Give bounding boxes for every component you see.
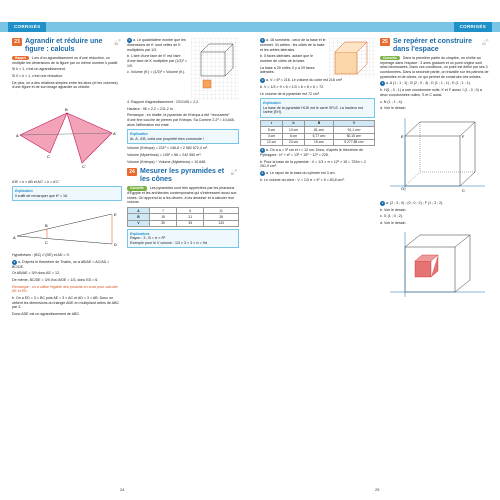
table-header-cell: V [334,120,375,126]
table-row [261,139,375,145]
table-cell: 50,15 cm³ [334,133,375,139]
explanation-box [12,186,122,201]
volume-kheops: Volume (Khéops) = 231³ × 146,8 ≈ 2 582 672,4 m³. [127,146,209,151]
table-cell: 24 cm [283,139,305,145]
section-number: 23 [12,38,22,46]
table-cell: 15 [149,214,176,220]
svg-text:B: B [65,107,68,113]
intro-text: Dans la première partie du chapitre, on s'initie au repérage dans l'espace : 3 axes gradués et un point origine sont ainsi nécessaires. Dans ces conditions, un point est défini par ses 3 coordonnées. Dans la seconde partie, on travaille sur les patrons de pyramides et de cônes, ce qui permet de construire ces solides. [380,56,489,79]
explanation-text: At. A', A'B, voilà une propriété bien commode ! [130,136,204,141]
intro-text-2: De plus, on a des relations simples entre les aires (et les volumes) d'une figure et de son image agrandie ou réduite. [12,80,118,90]
page-reference: → p. 62 [482,38,490,47]
table-header-cell: h [283,120,305,126]
intro-text: Les pyramides sont très appréciées par les pharaons d'Égypte et les architectes contemporains qui s'intéressent aussi aux cônes. On apprend ici à les décrire, à les dessiner et à calculer leur volume. [127,186,237,205]
cone-table [260,120,375,146]
conseils-badge: Conseils [380,56,400,60]
answer-2c-r: c. G (1 ; 0 ; 2). [380,214,403,219]
table-cell: 91,1 cm³ [334,127,375,133]
answer-3c: c. Volume (K') = (1/3)³ × Volume (K). [127,70,185,75]
svg-text:E: E [401,134,404,140]
right-column-1 [260,38,375,185]
left-column-1 [12,38,122,319]
table-cell: B [128,214,150,220]
table-cell: 6,77 cm² [305,133,334,139]
answer-3a: 3 a. V = 6³ = 216. Le volume du cube est 216 cm³. [261,78,343,82]
answer-a: 2 a. D'après le théorème de Thalès, on a AB/AE = AC/AD = BC/DE. [12,259,110,269]
hypotheses: Hypothèses : (BC) // (DE) et AD = 9. [12,253,70,257]
table-cell: 12 cm [261,139,283,145]
explanation-title: Explication [130,132,148,137]
answer-2c: La base a 29 côtés. Il y a 29 faces latérales. [260,65,315,75]
explanation-box-4 [260,98,375,118]
table-cell: 10 cm [283,127,305,133]
header-title: CORRIGÉS [8,22,46,32]
svg-text:A': A' [113,131,117,137]
answer-2b-r: b. Voir le dessin. [380,207,407,212]
table-cell: A [128,208,150,214]
table-cell: 7 [149,208,176,214]
explanation-title: Explication [263,101,281,106]
hauteur: Hauteur : 96 × 2,2 = 211,2 m. [127,106,174,111]
bullet-1: Si k > 1, c'est un agrandissement. [12,67,66,72]
table-cell: 35 [177,220,204,226]
page-reference: → p. 60 [230,168,238,177]
right-page [250,0,500,500]
answer-b: b. On a ED = 3 × BC puis AE = 3 × AC et AD = 3 × AB. Donc on obtient les dimensions du triangle ADE en multipliant celles de ABC par 3. [12,296,120,310]
thales-figure [12,206,122,248]
answer-3b: b. L'aire d'une face de K' est l'aire d'une face de K multipliée par (1/3)² = 1/9. [127,54,187,68]
explanation-text-2: Exemple pour le V volume : 1/3 × 3 × 3 × π = 9π [130,240,208,245]
header-title: CORRIGÉS [454,22,492,32]
section-title: Mesurer les pyramides et les cônes [140,168,225,183]
answer-2a: 2 a. 18 sommets : ceux de la base et le sommet. 34 arêtes : les côtés de la base et les arêtes latérales. [260,38,326,52]
table-cell: 5 [177,208,204,214]
space-frame-figure-2 [380,231,490,301]
page-number: 25 [375,486,380,492]
answer-2d-r: d. Voir le dessin. [380,221,407,226]
triangle-figure [12,95,122,175]
section-number: 24 [127,168,137,176]
rappel-block [12,56,122,65]
svg-text:F: F [462,134,465,140]
intro-text: Lors d'un agrandissement ou d'une réduction, on multiplie les dimensions de la figure par un même nombre k positif. [12,56,119,65]
answer-1d: d. Voir le dessin. [380,106,407,111]
answer-1c: c. N (1 ; 1 ; 4). [380,99,403,104]
table-cell: 3 cm [261,133,283,139]
volume-mykerinos: Volume (Mykérinos) = 105² × 66 = 242 550 m³. [127,152,202,157]
table-cell: 6 cm [283,133,305,139]
svg-text:C': C' [82,164,86,170]
answer-2b: b. 5 faces latérales, autant que le nombre de côtés de la base. [260,54,313,64]
figure-relation: A'B' = k × AB et AC' = k × A'C' [12,179,60,184]
answer-1a: 1 a. A (1 ; 1 ; 1) ; B (2 ; 0 ; 4) ; D (1 ; 1 ; 1) ; E (1 ; 1 ; 1). [381,81,471,86]
svg-text:A: A [16,133,19,139]
svg-text:C: C [45,240,48,246]
left-column-2 [127,38,239,250]
page-reference: → p. 58 [114,38,122,47]
rappel-badge: Rappel [12,56,29,60]
space-frame-figure-1 [380,116,490,196]
answer-a-3: De même, BC/DE = 3/9 d'où 8/DE = 1/3, donc ED = 6. [12,278,99,283]
volume-ratio: Volume (Khéops) ÷ Volume (Mykérinos) ≈ 10,648. [127,159,207,164]
explanation-box-3 [127,229,239,249]
section-heading-23 [12,38,122,53]
answer-1b: b. H(1 ; 0 ; 1) a une coordonnée nulle, K et F aussi. I (1 ; 0 ; 0) a deux coordonnées nulles, S et C aussi. [380,88,482,98]
answer-3c: Le volume de la pyramide est 72 cm³. [260,91,320,96]
table-header-cell: B [305,120,334,126]
table-cell: 11 [204,208,239,214]
svg-text:E: E [114,212,117,218]
conseils-block [380,56,490,79]
section-number: 25 [380,38,390,46]
page-number: 24 [120,486,125,492]
svg-text:A: A [13,235,16,241]
answer-6b: b. Le volume du cône : V = 1/3 π × 4² × 5 ≈ 83,8 cm³. [260,178,345,183]
remark-2: Remarque : en réalité, la pyramide de Khéops a été "recouverte" d'une fine couche de pierres par Khéops. Sa Comme 2,2³ = 10,648, alors l'affirmation est vraie. [127,113,235,127]
explanation-text: Il suffit de remarquer que k² = 16. [15,193,68,198]
answer-5b: b. Pour la base de la pyramide : V = 1/3 × π × 12² × 15 = 720π ≈ 2 261,9 cm³. [260,159,366,169]
svg-text:C: C [462,188,465,194]
table-cell: 5 cm [261,127,283,133]
pyramid-grid-figure [329,38,375,78]
section-title: Se repérer et construire dans l'espace [393,38,472,53]
table-cell: 143 [204,220,239,226]
table-cell: 28 [204,214,239,220]
table-cell: 35 [149,220,176,226]
answer-5a: 5 a. On a a = 3² cm et r = 12 cm. Donc, d'après le théorème de Pythagore : h² + a² = 13² + 15² − 12² = 225. [260,148,363,158]
answer-3b: b. V = 1/3 × 9 × 6 = 1/3 × 6 × 6 × 6 = 72. [260,85,325,89]
answer-3a: 3 a. Le quadrilatère montre que les dimensions de K' sont celles de K multipliées par 1/3. [127,38,186,52]
conseils-block [127,186,239,205]
question-number: 2 [13,259,16,264]
section-heading-24 [127,168,239,183]
answer-b-2: Donc ADE est un agrandissement de ABC. [12,312,81,317]
table-cell: 15 cm² [305,139,334,145]
explanation-box-2 [127,129,239,144]
answer-4: 4. Rapport d'agrandissement : 231/105 = 2,2. [127,100,200,104]
answer-a-2: Or AB/AE = 3/9 donc AE = 12. [12,271,60,276]
explanation-title: Explication [15,189,33,194]
values-table [127,207,239,227]
right-column-2 [380,38,490,305]
bullet-2: Si 0 < k < 1, c'est une réduction. [12,74,64,79]
svg-text:O: O [401,186,405,192]
table-cell: V [128,220,150,226]
explanation-title: Explications [130,231,150,236]
section-title: Agrandir et réduire une figure : calculs [25,38,103,53]
grid-cube-figure [191,38,239,100]
explanation-text: Rayon : 3 ; B = π × R² [130,236,166,241]
svg-text:B: B [45,223,48,229]
table-cell: 21 [177,214,204,220]
answer-6a: 6 a. Le rayon de la base du cylindre est 3 cm. [261,171,336,176]
answer-2a-r: 2 a. (2 ; 3 ; 0) ; (0 ; 0 ; 2) ; F (1 ; 3 ; 2). [381,200,444,205]
svg-text:C: C [47,154,50,160]
remark: Remarque : on a utilisé l'égalité des produits en croix pour calculer AE et ED. [12,284,118,294]
table-header-cell: r [261,120,283,126]
table-row [128,220,239,226]
svg-text:D: D [114,242,117,248]
section-heading-25 [380,38,490,53]
conseils-badge: Conseils [127,186,147,190]
table-cell: 5 277,88 cm³ [334,139,375,145]
explanation-text: La base de la pyramide HIJK est le carré SFLE. La hauteur est l'arête [EH]. [263,105,363,115]
table-cell: 81 cm² [305,127,334,133]
